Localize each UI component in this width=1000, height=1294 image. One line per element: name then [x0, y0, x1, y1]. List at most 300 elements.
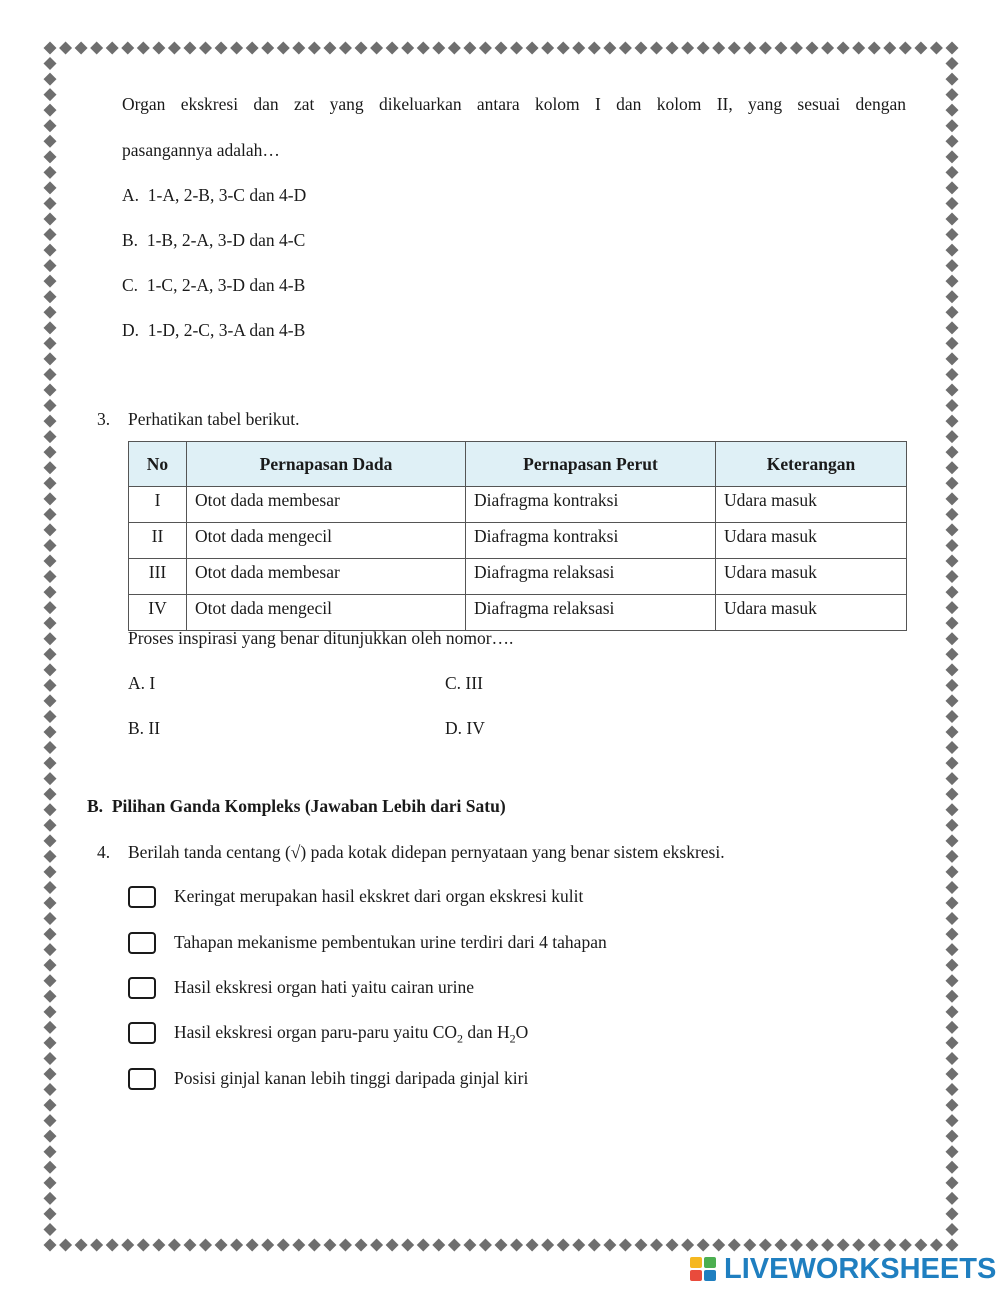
border-diamond	[339, 1239, 352, 1252]
border-diamond	[44, 912, 57, 925]
border-diamond	[510, 1239, 523, 1252]
border-diamond	[44, 959, 57, 972]
border-diamond	[44, 523, 57, 536]
border-diamond	[666, 42, 679, 55]
q2-option-b-letter: B.	[122, 230, 139, 250]
border-diamond	[837, 42, 850, 55]
table-cell: Udara masuk	[716, 487, 907, 523]
border-diamond	[44, 461, 57, 474]
border-diamond	[868, 1239, 881, 1252]
border-diamond	[308, 42, 321, 55]
border-diamond	[510, 42, 523, 55]
border-diamond	[44, 1083, 57, 1096]
border-diamond	[152, 42, 165, 55]
border-diamond	[681, 42, 694, 55]
border-diamond	[44, 1223, 57, 1236]
border-diamond	[852, 1239, 865, 1252]
table-row	[129, 595, 907, 631]
border-diamond	[868, 42, 881, 55]
question-intro-line-1: Organ ekskresi dan zat yang dikeluarkan antara kolom I dan kolom II, yang sesuai dengan	[122, 94, 906, 114]
border-diamond	[914, 42, 927, 55]
header-pernapasan-dada: Pernapasan Dada	[187, 442, 466, 487]
border-diamond	[44, 772, 57, 785]
border-diamond	[946, 1145, 959, 1158]
table-cell: II	[129, 523, 187, 559]
border-diamond	[44, 726, 57, 739]
border-diamond	[199, 42, 212, 55]
border-diamond	[946, 1052, 959, 1065]
border-diamond	[946, 974, 959, 987]
statement-2-text: Tahapan mekanisme pembentukan urine terdiri dari 4 tahapan	[174, 932, 607, 952]
border-diamond	[557, 1239, 570, 1252]
statement-1-text: Keringat merupakan hasil ekskret dari organ ekskresi kulit	[174, 886, 584, 906]
border-diamond	[946, 446, 959, 459]
border-diamond	[44, 321, 57, 334]
border-diamond	[106, 1239, 119, 1252]
border-diamond	[946, 990, 959, 1003]
border-diamond	[603, 42, 616, 55]
border-diamond	[44, 430, 57, 443]
q3-option-a[interactable]: A. I	[128, 673, 156, 693]
border-diamond	[946, 306, 959, 319]
border-diamond	[370, 1239, 383, 1252]
border-diamond	[152, 1239, 165, 1252]
border-diamond	[883, 42, 896, 55]
border-diamond	[946, 290, 959, 303]
statement-1-checkbox[interactable]	[128, 886, 156, 908]
statement-4-text	[174, 1022, 528, 1047]
border-diamond	[44, 943, 57, 956]
border-diamond	[946, 1239, 959, 1252]
border-diamond	[168, 1239, 181, 1252]
border-diamond	[946, 73, 959, 86]
border-diamond	[759, 1239, 772, 1252]
border-diamond	[743, 42, 756, 55]
border-diamond	[137, 42, 150, 55]
border-diamond	[541, 1239, 554, 1252]
breathing-table	[128, 441, 907, 631]
border-diamond	[946, 617, 959, 630]
border-diamond	[852, 42, 865, 55]
border-diamond	[44, 586, 57, 599]
border-diamond	[121, 42, 134, 55]
border-diamond	[946, 368, 959, 381]
border-diamond	[946, 1207, 959, 1220]
border-diamond	[44, 88, 57, 101]
statement-4-sub-1: 2	[457, 1031, 464, 1046]
border-diamond	[44, 1052, 57, 1065]
border-diamond	[946, 710, 959, 723]
q2-option-a-text: 1-A, 2-B, 3-C dan 4-D	[147, 185, 307, 205]
border-diamond	[432, 42, 445, 55]
border-diamond	[44, 648, 57, 661]
border-diamond	[417, 1239, 430, 1252]
border-diamond	[44, 539, 57, 552]
border-diamond	[946, 415, 959, 428]
q2-option-d-letter: D.	[122, 320, 140, 340]
border-diamond	[728, 1239, 741, 1252]
q3-option-b[interactable]: B. II	[128, 718, 161, 738]
border-diamond	[541, 42, 554, 55]
q4-number: 4.	[97, 842, 111, 862]
table-cell: Otot dada membesar	[187, 559, 466, 595]
border-diamond	[946, 648, 959, 661]
header-pernapasan-perut: Pernapasan Perut	[466, 442, 716, 487]
border-diamond	[743, 1239, 756, 1252]
border-diamond	[44, 834, 57, 847]
border-diamond	[619, 42, 632, 55]
border-diamond	[946, 337, 959, 350]
q2-option-a	[122, 185, 306, 206]
border-diamond	[572, 42, 585, 55]
table-cell: IV	[129, 595, 187, 631]
border-diamond	[44, 57, 57, 70]
q2-option-d-text: 1-D, 2-C, 3-A dan 4-B	[147, 320, 306, 340]
border-diamond	[946, 819, 959, 832]
border-diamond	[44, 73, 57, 86]
border-diamond	[44, 928, 57, 941]
border-diamond	[946, 539, 959, 552]
border-diamond	[946, 897, 959, 910]
border-diamond	[44, 150, 57, 163]
border-diamond	[44, 555, 57, 568]
border-diamond	[230, 42, 243, 55]
border-diamond	[526, 1239, 539, 1252]
border-diamond	[946, 943, 959, 956]
border-diamond	[650, 1239, 663, 1252]
statement-4-part-a: Hasil ekskresi organ paru-paru yaitu CO	[174, 1022, 458, 1042]
border-diamond	[75, 1239, 88, 1252]
statement-4-part-c: O	[515, 1022, 529, 1042]
table-row	[129, 487, 907, 523]
q2-option-a-letter: A.	[122, 185, 140, 205]
border-diamond	[806, 1239, 819, 1252]
border-diamond	[355, 1239, 368, 1252]
border-diamond	[44, 275, 57, 288]
border-diamond	[946, 772, 959, 785]
border-diamond	[44, 663, 57, 676]
border-diamond	[44, 492, 57, 505]
border-diamond	[946, 632, 959, 645]
border-diamond	[946, 461, 959, 474]
section-b-heading	[87, 796, 506, 817]
border-diamond	[448, 42, 461, 55]
border-diamond	[946, 928, 959, 941]
border-diamond	[946, 275, 959, 288]
border-diamond	[44, 679, 57, 692]
border-diamond	[946, 492, 959, 505]
border-diamond	[44, 897, 57, 910]
border-diamond	[44, 166, 57, 179]
border-diamond	[137, 1239, 150, 1252]
border-diamond	[44, 710, 57, 723]
border-diamond	[650, 42, 663, 55]
border-diamond	[774, 1239, 787, 1252]
border-diamond	[261, 1239, 274, 1252]
border-diamond	[401, 1239, 414, 1252]
border-diamond	[448, 1239, 461, 1252]
border-diamond	[183, 42, 196, 55]
border-diamond	[44, 228, 57, 241]
border-diamond	[572, 1239, 585, 1252]
border-diamond	[44, 617, 57, 630]
border-diamond	[495, 42, 508, 55]
border-diamond	[946, 1223, 959, 1236]
border-diamond	[44, 1130, 57, 1143]
border-diamond	[277, 1239, 290, 1252]
border-diamond	[44, 135, 57, 148]
border-diamond	[106, 42, 119, 55]
q3-number: 3.	[97, 409, 111, 429]
border-diamond	[946, 197, 959, 210]
border-diamond	[946, 586, 959, 599]
border-diamond	[946, 1068, 959, 1081]
border-diamond	[946, 430, 959, 443]
border-diamond	[946, 803, 959, 816]
border-diamond	[44, 384, 57, 397]
border-diamond	[946, 726, 959, 739]
border-diamond	[44, 1192, 57, 1205]
border-diamond	[44, 119, 57, 132]
border-diamond	[946, 321, 959, 334]
border-diamond	[44, 741, 57, 754]
border-diamond	[495, 1239, 508, 1252]
border-diamond	[44, 694, 57, 707]
statement-4-checkbox[interactable]	[128, 1022, 156, 1044]
border-diamond	[946, 228, 959, 241]
table-cell: Otot dada mengecil	[187, 523, 466, 559]
border-diamond	[121, 1239, 134, 1252]
border-diamond	[44, 1176, 57, 1189]
header-no: No	[129, 442, 187, 487]
border-diamond	[728, 42, 741, 55]
border-diamond	[463, 42, 476, 55]
border-diamond	[44, 42, 57, 55]
border-diamond	[946, 865, 959, 878]
border-diamond	[526, 42, 539, 55]
border-diamond	[44, 352, 57, 365]
table-cell: III	[129, 559, 187, 595]
border-diamond	[261, 42, 274, 55]
border-diamond	[44, 819, 57, 832]
border-diamond	[946, 88, 959, 101]
border-diamond	[463, 1239, 476, 1252]
border-diamond	[946, 1005, 959, 1018]
border-diamond	[44, 1068, 57, 1081]
table-header-row	[129, 442, 907, 487]
border-diamond	[946, 166, 959, 179]
border-diamond	[946, 601, 959, 614]
border-diamond	[790, 42, 803, 55]
table-cell: Diafragma kontraksi	[466, 487, 716, 523]
border-diamond	[946, 1176, 959, 1189]
border-diamond	[370, 42, 383, 55]
border-diamond	[44, 337, 57, 350]
table-cell: Otot dada membesar	[187, 487, 466, 523]
border-diamond	[946, 850, 959, 863]
header-keterangan: Keterangan	[716, 442, 907, 487]
border-diamond	[44, 803, 57, 816]
border-diamond	[837, 1239, 850, 1252]
border-diamond	[44, 1145, 57, 1158]
border-diamond	[308, 1239, 321, 1252]
border-diamond	[44, 1161, 57, 1174]
border-diamond	[946, 788, 959, 801]
border-diamond	[59, 42, 72, 55]
statement-2-checkbox[interactable]	[128, 932, 156, 954]
border-diamond	[946, 694, 959, 707]
border-diamond	[44, 1239, 57, 1252]
liveworksheets-logo-text: LIVEWORKSHEETS	[724, 1252, 997, 1285]
border-diamond	[44, 104, 57, 117]
border-diamond	[946, 150, 959, 163]
border-diamond	[712, 1239, 725, 1252]
border-diamond	[946, 135, 959, 148]
border-diamond	[246, 42, 259, 55]
question-intro-line-2: pasangannya adalah…	[122, 140, 280, 160]
border-diamond	[44, 197, 57, 210]
q3-option-d[interactable]: D. IV	[445, 718, 485, 738]
statement-5-checkbox[interactable]	[128, 1068, 156, 1090]
table-cell: Udara masuk	[716, 559, 907, 595]
border-diamond	[44, 399, 57, 412]
border-diamond	[44, 1036, 57, 1049]
border-diamond	[44, 865, 57, 878]
q4-prompt: Berilah tanda centang (√) pada kotak didepan pernyataan yang benar sistem ekskresi.	[128, 842, 725, 862]
border-diamond	[59, 1239, 72, 1252]
table-cell: I	[129, 487, 187, 523]
border-diamond	[946, 570, 959, 583]
table-cell: Diafragma relaksasi	[466, 559, 716, 595]
border-diamond	[401, 42, 414, 55]
border-diamond	[634, 42, 647, 55]
table-row	[129, 559, 907, 595]
border-diamond	[183, 1239, 196, 1252]
border-diamond	[230, 1239, 243, 1252]
border-diamond	[90, 1239, 103, 1252]
border-diamond	[946, 663, 959, 676]
border-diamond	[946, 1099, 959, 1112]
section-b-title: Pilihan Ganda Kompleks (Jawaban Lebih dari Satu)	[111, 796, 506, 816]
border-diamond	[946, 42, 959, 55]
q2-option-b-text: 1-B, 2-A, 3-D dan 4-C	[146, 230, 306, 250]
border-diamond	[883, 1239, 896, 1252]
border-diamond	[946, 119, 959, 132]
border-diamond	[44, 1099, 57, 1112]
border-diamond	[697, 42, 710, 55]
border-diamond	[946, 959, 959, 972]
border-diamond	[946, 834, 959, 847]
q2-option-c	[122, 275, 305, 296]
border-diamond	[44, 368, 57, 381]
border-diamond	[323, 1239, 336, 1252]
statement-3-text: Hasil ekskresi organ hati yaitu cairan urine	[174, 977, 474, 997]
q3-option-c[interactable]: C. III	[445, 673, 483, 693]
q3-followup: Proses inspirasi yang benar ditunjukkan oleh nomor….	[128, 628, 514, 648]
border-diamond	[44, 850, 57, 863]
statement-5-text: Posisi ginjal kanan lebih tinggi daripada ginjal kiri	[174, 1068, 529, 1088]
border-diamond	[946, 523, 959, 536]
border-diamond	[946, 1130, 959, 1143]
border-diamond	[666, 1239, 679, 1252]
border-diamond	[44, 757, 57, 770]
border-diamond	[946, 508, 959, 521]
border-diamond	[417, 42, 430, 55]
border-diamond	[821, 42, 834, 55]
border-diamond	[215, 42, 228, 55]
border-diamond	[386, 1239, 399, 1252]
border-diamond	[930, 1239, 943, 1252]
border-diamond	[681, 1239, 694, 1252]
border-diamond	[323, 42, 336, 55]
border-diamond	[821, 1239, 834, 1252]
border-diamond	[946, 1083, 959, 1096]
border-diamond	[790, 1239, 803, 1252]
border-diamond	[44, 1114, 57, 1127]
border-diamond	[44, 570, 57, 583]
border-diamond	[246, 1239, 259, 1252]
liveworksheets-logo-icon	[690, 1255, 720, 1283]
border-diamond	[557, 42, 570, 55]
border-diamond	[588, 1239, 601, 1252]
border-diamond	[44, 974, 57, 987]
border-diamond	[479, 1239, 492, 1252]
border-diamond	[432, 1239, 445, 1252]
statement-3-checkbox[interactable]	[128, 977, 156, 999]
border-diamond	[588, 42, 601, 55]
border-diamond	[44, 632, 57, 645]
table-cell: Udara masuk	[716, 595, 907, 631]
border-diamond	[946, 1161, 959, 1174]
border-diamond	[479, 42, 492, 55]
border-diamond	[44, 213, 57, 226]
border-diamond	[44, 446, 57, 459]
q2-option-d	[122, 320, 305, 341]
border-diamond	[44, 601, 57, 614]
border-diamond	[603, 1239, 616, 1252]
q3-prompt: Perhatikan tabel berikut.	[128, 409, 300, 429]
table-cell: Diafragma relaksasi	[466, 595, 716, 631]
border-diamond	[44, 477, 57, 490]
q2-option-c-text: 1-C, 2-A, 3-D dan 4-B	[146, 275, 306, 295]
border-diamond	[946, 181, 959, 194]
table-cell: Otot dada mengecil	[187, 595, 466, 631]
border-diamond	[339, 42, 352, 55]
border-diamond	[946, 352, 959, 365]
border-diamond	[946, 57, 959, 70]
liveworksheets-logo	[690, 1252, 996, 1286]
table-row	[129, 523, 907, 559]
border-diamond	[44, 181, 57, 194]
border-diamond	[44, 290, 57, 303]
border-diamond	[930, 42, 943, 55]
border-diamond	[75, 42, 88, 55]
table-cell: Diafragma kontraksi	[466, 523, 716, 559]
border-diamond	[946, 244, 959, 257]
border-diamond	[44, 259, 57, 272]
border-diamond	[634, 1239, 647, 1252]
border-diamond	[44, 990, 57, 1003]
border-diamond	[946, 912, 959, 925]
border-diamond	[44, 1021, 57, 1034]
border-diamond	[774, 42, 787, 55]
border-diamond	[946, 881, 959, 894]
border-diamond	[946, 259, 959, 272]
statement-4-part-b: dan H	[463, 1022, 510, 1042]
border-diamond	[44, 788, 57, 801]
border-diamond	[899, 42, 912, 55]
section-b-letter: B.	[87, 796, 104, 816]
